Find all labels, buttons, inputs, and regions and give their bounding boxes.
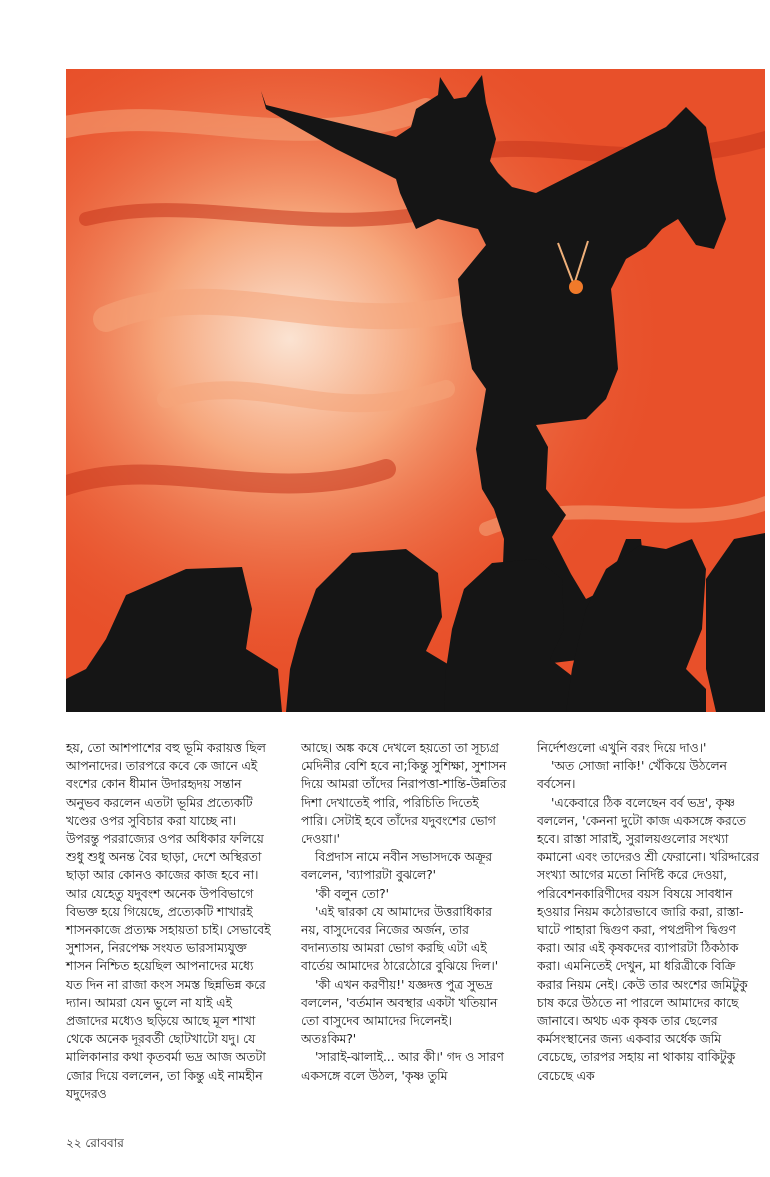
krishna-silhouette-painting [66,69,765,712]
paragraph: 'কী বলুন তো?' [315,885,389,901]
paragraph: নির্দেশগুলো এখুনি বরং দিয়ে দাও।' [537,740,707,755]
text-column-1 [66,739,272,1103]
pendant [569,280,583,294]
paragraph: 'কী এখন করণীয়!' যজ্ঞদত্ত পুত্র সুভদ্র বললেন, 'বর্তমান অবস্থার একটা খতিয়ান তো বাসুদেব আমাদের দিলেনই। অতঃকিম?' [301,976,498,1047]
paragraph: 'এই দ্বারকা যে আমাদের উত্তরাধিকার নয়, বাসুদেবের নিজের অর্জন, তার বদান্যতায় আমরা ভোগ করছি এটা এই বার্তেয় আমাদের ঠারেঠোরে বুঝিয়ে দিল।' [301,903,499,974]
story-illustration [66,69,765,712]
paragraph: 'অত সোজা নাকি!' খেঁকিয়ে উঠলেন বর্বসেন। [537,758,727,792]
paragraph: হয়, তো আশপাশের বহু ভূমি করায়ত্ত ছিল আপনাদের। তারপরে কবে কে জানে এই বংশের কোন ধীমান উদারহৃদয় সন্তান অনুভব করলেন এতটা ভূমির প্রত্যেকটি খণ্ডের ওপর সুবিচার করা যাচ্ছে না। উপরন্তু পররাজ্যের ওপর অধিকার ফলিয়ে শুধু শুধু অনন্ত বৈর ছাড়া, দেশে অস্থিরতা ছাড়া আর কোনও কাজের কাজ হবে না। আর যেহেতু যদুবংশ অনেক উপবিভাগে বিভক্ত হয়ে গিয়েছে, প্রত্যেকটি শাখারই শাসনকাজে প্রত্যক্ষ সহায়তা চাই। সেভাবেই সুশাসন, নিরপেক্ষ সংযত ভারসাম্যযুক্ত শাসন নিশ্চিত হয়েছিল আপনাদের মধ্যে যত দিন না রাজা কংস সমস্ত ছিন্নভিন্ন করে দ্যান। আমরা যেন ভুলে না যাই এই প্রজাদের মধ্যেও ছড়িয়ে আছে মূল শাখা থেকে অনেক দূরবর্তী ছোটখাটো যদু। যে মালিকানার কথা কৃতবর্মা ভদ্র আজ অতটা জোর দিয়ে বললেন, তা কিন্তু এই নামহীন যদুদেরও [66,740,271,1101]
paragraph: আছে। অঙ্ক কষে দেখলে হয়তো তা সূচ্যগ্র মেদিনীর বেশি হবে না;কিন্তু সুশিক্ষা, সুশাসন দিয়ে আমরা তাঁদের নিরাপত্তা-শান্তি-উন্নতির দিশা দেখাতেই পারি, পরিচিতি দিতেই পারি। সেটাই হবে তাঁদের যদুবংশের ভোগ দেওয়া।' [301,740,507,847]
paragraph: 'একেবারে ঠিক বলেছেন বর্ব ভদ্র', কৃষ্ণ বললেন, 'কেননা দুটো কাজ একসঙ্গে করতে হবে। রাস্তা সারাই, সুরালয়গুলোর সংখ্যা কমানো এবং তাদেরও শ্রী ফেরানো। খরিদ্দারের সংখ্যা আগের মতো নির্দিষ্ট করে দেওয়া, পরিবেশনকারিণীদের বয়স বিষয়ে সাবধান হওয়ার নিয়ম কঠোরভাবে জারি করা, রাস্তা-ঘাটে পাহারা দ্বিগুণ করা, পথপ্রদীপ দ্বিগুণ করা। আর এই কৃষকদের ব্যাপারটা ঠিকঠাক করা। এমনিতেই দেখুন, মা ধরিত্রীকে বিক্রি করার নিয়ম নেই। কেউ তার অংশের জমিটুকু চাষ করে উঠতে না পারলে আমাদের কাছে জানাবে। অথচ এক কৃষক তার ছেলের কর্মসংস্থানের জন্য একবার অর্ধেক জমি বেচেছে, তারপর সহায় না থাকায় বাকিটুকু বেচেছে এক [537,794,760,1083]
text-column-3 [537,739,762,1085]
page-folio: ২২ রোববার [66,1136,124,1150]
paragraph: বিপ্রদাস নামে নবীন সভাসদকে অক্রূর বললেন, 'ব্যাপারটা বুঝলে?' [301,849,492,883]
text-column-2 [301,739,507,1085]
paragraph: 'সারাই-ঝালাই... আর কী।' গদ ও সারণ একসঙ্গে বলে উঠল, 'কৃষ্ণ তুমি [301,1049,504,1083]
